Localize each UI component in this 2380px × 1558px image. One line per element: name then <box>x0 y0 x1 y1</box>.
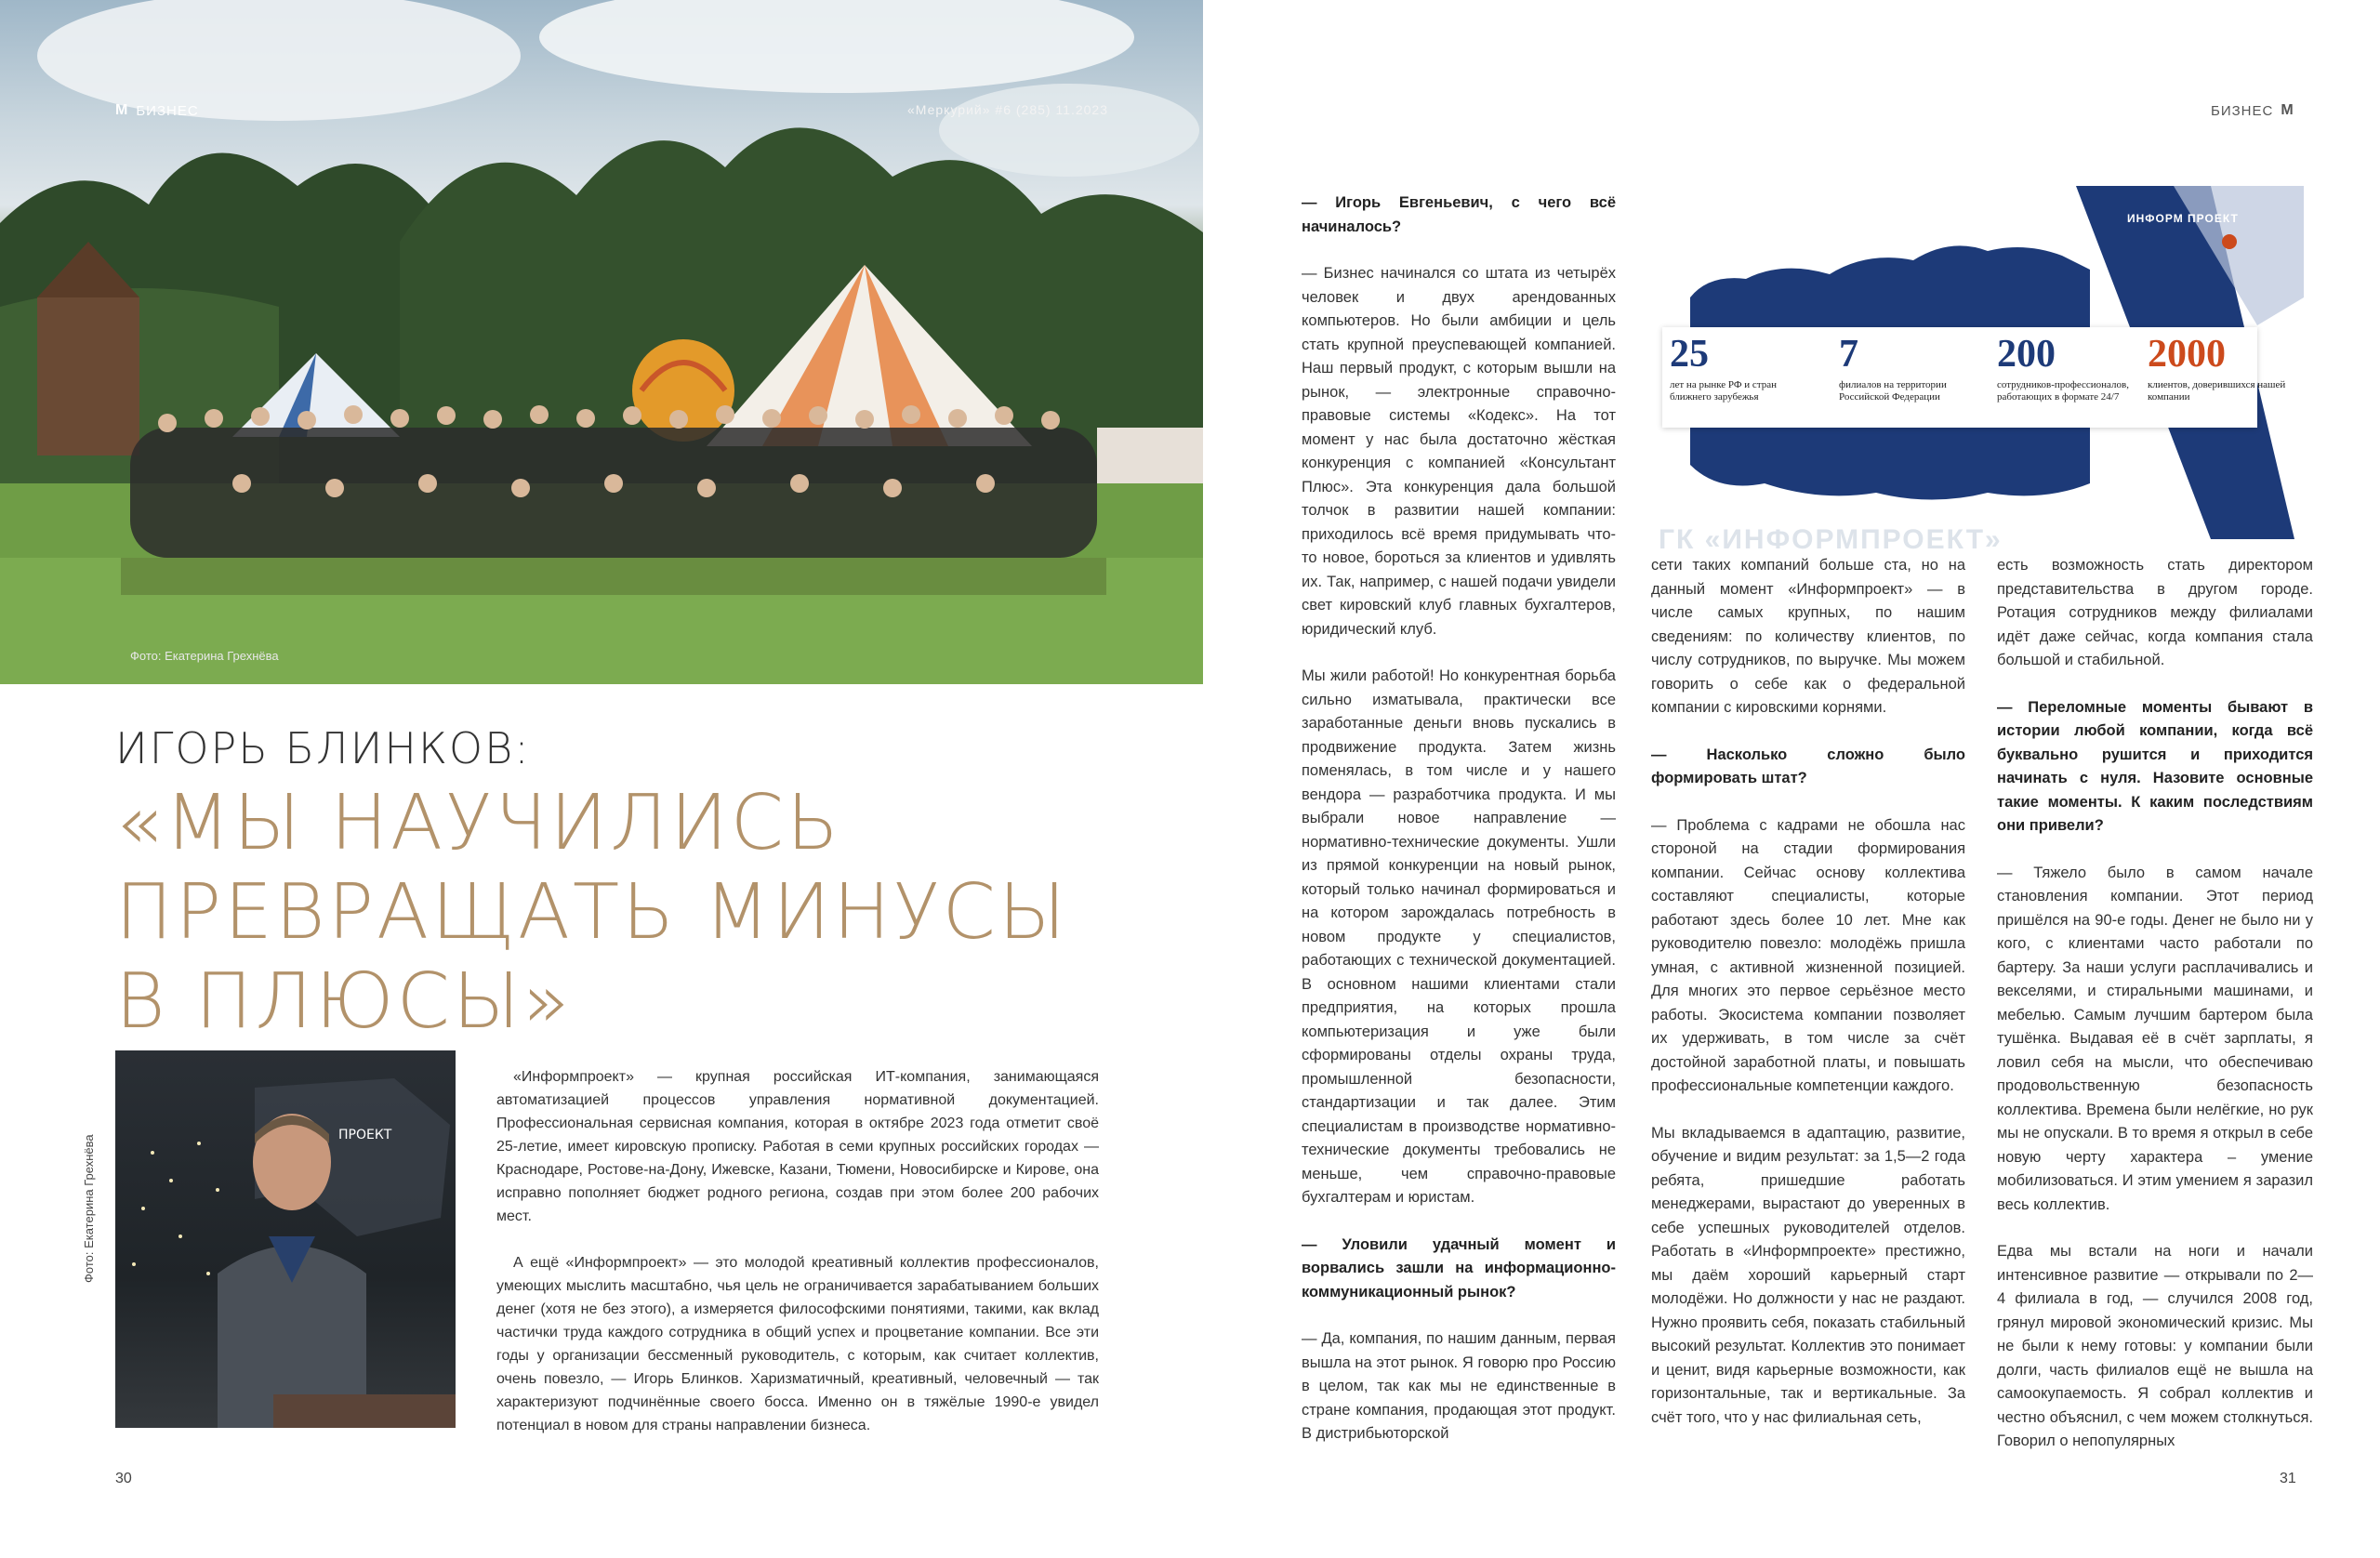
intro-text <box>496 1065 1099 1460</box>
interview-answer: есть возможность стать директором представительства в другом городе. Ротация сотрудников между филиалами идёт даже сейчас, когда компания стала большой и стабильной. <box>1997 557 2313 668</box>
section-label-left <box>115 102 199 119</box>
headline-line: «МЫ НАУЧИЛИСЬ <box>115 779 842 867</box>
section-name: БИЗНЕС <box>136 102 199 119</box>
headline-line: ПРЕВРАЩАТЬ МИНУСЫ <box>115 868 1069 957</box>
interview-question: — Насколько сложно было формировать штат? <box>1651 746 1965 786</box>
interview-question: — Игорь Евгеньевич, с чего всё начиналось? <box>1302 194 1616 235</box>
stat-clients <box>2148 333 2287 403</box>
stat-years <box>1670 333 1809 403</box>
headline-line: В ПЛЮСЫ» <box>115 957 573 1046</box>
stat-description: клиентов, доверившихся нашей компании <box>2148 379 2286 403</box>
svg-text:ПРОЕКТ: ПРОЕКТ <box>338 1128 392 1142</box>
brand-logo: ИНФОРМ ПРОЕКТ <box>2127 212 2239 225</box>
magazine-logo-icon: M <box>2281 102 2294 118</box>
intro-paragraph: «Информпроект» — крупная российская ИТ-компания, занимающаяся автоматизацией процессов управления нормативной документацией. Профессиональная сервисная компания, которая в октябре 2023 года отметит своё 25-летие, имеет кировскую прописку. Работая в семи крупных российских городах — Краснодаре, Ростове-на-Дону, Ижевске, Казани, Тюмени, Новосибирске и Кирове, она исправно пополняет бюджет родного региона, создав при этом более 200 рабочих мест. <box>496 1069 1099 1224</box>
interview-answer: Мы жили работой! Но конкурентная борьба сильно изматывала, практически все заработанные деньги вновь пускались в продвижение продукта. Затем жизнь поменялась, в том числе и у нашего вендора — разработчика продукта. И мы выбрали новое направление — нормативно-технические документы. Ушли из прямой конкуренции на новый рынок, который только начинал формироваться и на котором зарождалась потребность в новом продукте у специалистов, работающих с технической документацией. В основном нашими клиентами стали предприятия, на которых прошла компьютеризация и уже были сформированы отделы охраны труда, промышленной безопасности, стандартизации и так далее. Этим специалистам в производстве нормативно-технические документы требовались не меньше, чем справочно-правовые бухгалтерам и юристам. <box>1302 667 1616 1206</box>
stat-employees <box>1997 333 2136 403</box>
interview-answer: Едва мы встали на ноги и начали интенсивное развитие — открывали по 2—4 филиала в год, — случился 2008 год, грянул мировой экономический кризис. Мы не были к нему готовы: у компании были долги, часть филиалов ещё не вышла на самоокупаемость. Я собрал коллектив и честно объяснил, с чем можем столкнуться. Говорил о непопулярных <box>1997 1243 2313 1449</box>
company-name-watermark: ГК «ИНФОРМПРОЕКТ» <box>1659 524 2003 555</box>
portrait-caption: Фото: Екатерина Грехнёва <box>82 1134 96 1283</box>
intro-paragraph: А ещё «Информпроект» — это молодой креативный коллектив профессионалов, умеющих мыслить масштабно, чья цель не ограничивается зарабатыванием больших денег (хотя не без этого), а измеряется философскими понятиями, такими, как вклад частички труда каждого сотрудника в общий успех и процветание компании. Все эти годы у организации бессменный руководитель, с которым, как считает коллектив, очень повезло, — Игорь Блинков. Харизматичный, креативный, человечный — так характеризуют подчинённые своего босса. Именно он в тяжёлые 1990-е увидел потенциал в новом для страны направлении бизнеса. <box>496 1255 1099 1433</box>
article-column-2 <box>1651 554 1965 1453</box>
stat-value: 7 <box>1839 333 1858 376</box>
portrait-photo <box>115 1050 456 1428</box>
portrait-illustration <box>115 1050 456 1428</box>
article-headline <box>115 779 1138 1047</box>
interview-answer: — Да, компания, по нашим данным, первая вышла на этот рынок. Я говорю про Россию в целом, так как мы не единственные в стране компания, продающая этот продукт. В дистрибьюторской <box>1302 1330 1616 1442</box>
company-infographic <box>1653 186 2304 554</box>
stat-value: 25 <box>1670 333 1709 376</box>
stat-value: 2000 <box>2148 333 2226 376</box>
page-number-right: 31 <box>2280 1471 2296 1486</box>
section-label-right <box>2211 102 2294 119</box>
stat-description: филиалов на территории Российской Федерации <box>1839 379 1947 403</box>
stat-branches <box>1839 333 1978 403</box>
interview-answer: — Бизнес начинался со штата из четырёх человек и двух арендованных компьютеров. Но были амбиции и цель стать крупной преуспевающей компанией. Наш первый продукт, с которым вышли на рынок, — электронные справочно-правовые системы «Кодекс». На тот момент у нас была достаточно жёсткая конкуренция с компанией «Консультант Плюс». Эта конкуренция дала большой толчок в развитии нашей компании: приходилось всё время придумывать что-то новое, бороться за клиентов и удивлять их. Так, например, с нашей подачи увидели свет кировский клуб главных бухгалтеров, юридический клуб. <box>1302 265 1616 638</box>
article-column-1 <box>1302 191 1616 1470</box>
photo-caption: Фото: Екатерина Грехнёва <box>130 649 279 663</box>
section-name: БИЗНЕС <box>2211 102 2274 119</box>
page-number-left: 30 <box>115 1471 132 1486</box>
stat-description: лет на рынке РФ и стран ближнего зарубежья <box>1670 379 1778 403</box>
issue-label: «Меркурий» #6 (285) 11.2023 <box>907 102 1109 117</box>
stat-value: 200 <box>1997 333 2056 376</box>
stat-description: сотрудников-профессионалов, работающих в формате 24/7 <box>1997 379 2129 403</box>
interview-answer: — Проблема с кадрами не обошла нас стороной на стадии формирования компании. Сейчас основу коллектива составляют специалисты, которые работают здесь более 10 лет. Мне как руководителю повезло: молодёжь пришла умная, с активной жизненной позицией. Для многих это первое серьёзное место работы. Экосистема компании позволяет их удерживать, в том числе за счёт достойной заработной платы, и повышать профессиональные компетенции каждого. <box>1651 816 1965 1094</box>
interview-answer: Мы вкладываемся в адаптацию, развитие, обучение и видим результат: за 1,5—2 года ребята, пришедшие работать менеджерами, вырастают до уверенных в себе успешных руководителей отделов. Работать в «Информпроекте» престижно, мы даём хороший карьерный старт молодёжи. Но должности у нас не раздают. Нужно проявить себя, показать стабильный высокий результат. Коллектив это понимает и ценит, видя карьерные возможности, как горизонтальные, так и вертикальные. За счёт того, что у нас филиальная сеть, <box>1651 1124 1965 1426</box>
interview-answer: сети таких компаний больше ста, но на данный момент «Информпроект» — в числе самых крупных, по нашим сведениям: по количеству клиентов, по числу сотрудников, по выручке. Мы можем говорить о себе как о федеральной компании с кировскими корнями. <box>1651 557 1965 716</box>
interview-question: — Уловили удачный момент и ворвались зашли на информационно-коммуникационный рынок? <box>1302 1235 1616 1301</box>
article-column-3 <box>1997 554 2313 1477</box>
interview-answer: — Тяжело было в самом начале становления компании. Этот период пришёлся на 90-е годы. Денег не было ни у кого, с клиентами часто работали по бартеру. За наши услуги расплачивались и векселями, и стиральными машинами, и мебелью. Самым лучшим бартером была тушёнка. Выдавая её в счёт зарплаты, я ловил себя на мысли, что обеспечиваю продовольственную безопасность коллектива. Времена были нелёгкие, но рук мы не опускали. В то время я открыл в себе новую черту характера – умение мобилизоваться. И этим умением я заразил весь коллектив. <box>1997 864 2313 1213</box>
interview-question: — Переломные моменты бывают в истории любой компании, когда всё буквально рушится и приходится начинать с нуля. Назовите основные такие моменты. К каким последствиям они привели? <box>1997 698 2313 834</box>
interviewee-name: ИГОРЬ БЛИНКОВ: <box>115 723 531 773</box>
magazine-logo-icon: M <box>115 102 129 118</box>
